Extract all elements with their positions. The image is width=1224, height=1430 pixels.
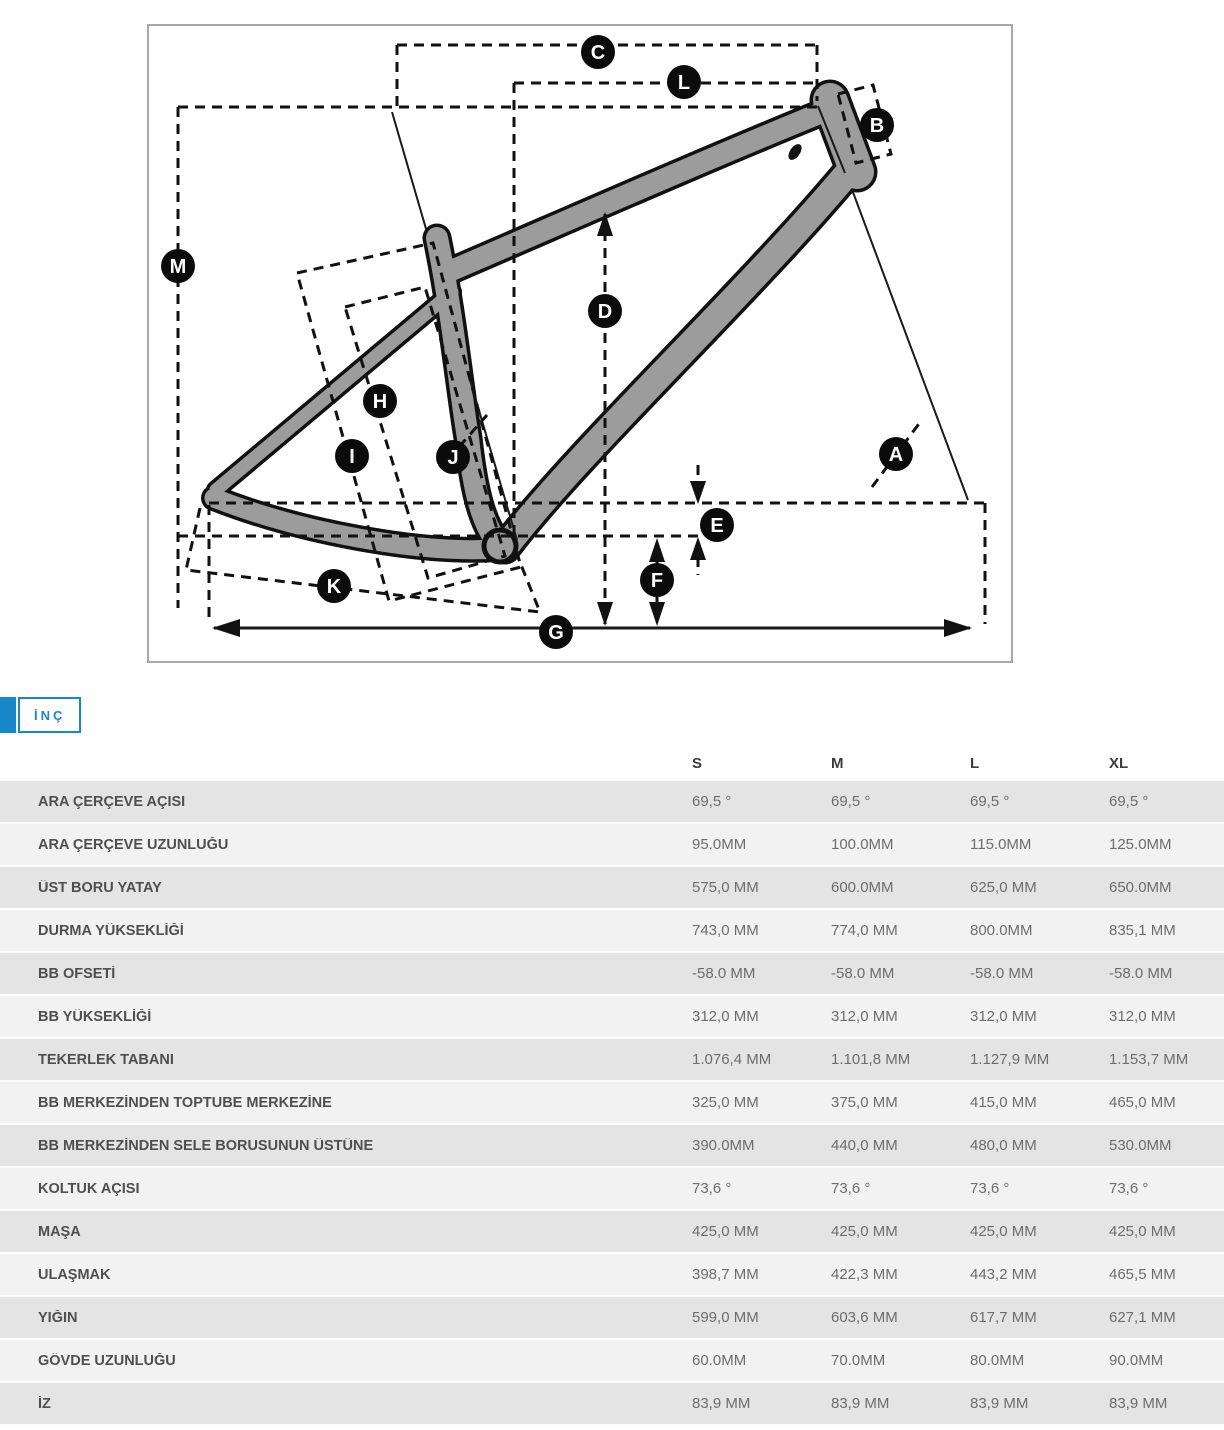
marker-letter-h: H — [372, 391, 388, 413]
cell-value: 70.0MM — [831, 1352, 886, 1369]
row-label: BB YÜKSEKLİĞİ — [38, 1008, 152, 1025]
unit-tabbar — [0, 697, 81, 733]
cell-value: 600.0MM — [831, 879, 894, 896]
cell-value: 743,0 MM — [692, 922, 759, 939]
cell-value: 312,0 MM — [970, 1008, 1037, 1025]
cell-value: 100.0MM — [831, 836, 894, 853]
marker-letter-j: J — [447, 447, 459, 469]
cell-value: 425,0 MM — [831, 1223, 898, 1240]
marker-letter-l: L — [677, 72, 691, 94]
cell-value: 312,0 MM — [692, 1008, 759, 1025]
cell-value: 599,0 MM — [692, 1309, 759, 1326]
cell-value: 603,6 MM — [831, 1309, 898, 1326]
marker-letter-e: E — [710, 515, 724, 537]
table-body — [0, 781, 1224, 1426]
cell-value: 73,6 ° — [970, 1180, 1010, 1197]
cell-value: 83,9 MM — [831, 1395, 890, 1412]
cell-value: -58.0 MM — [970, 965, 1034, 982]
table-row — [0, 781, 1224, 824]
row-label: KOLTUK AÇISI — [38, 1180, 140, 1197]
table-row — [0, 996, 1224, 1039]
cell-value: 69,5 ° — [692, 793, 732, 810]
cell-value: 1.101,8 MM — [831, 1051, 911, 1068]
marker-letter-c: C — [590, 42, 606, 64]
marker-letter-d: D — [597, 301, 613, 323]
cell-value: 83,9 MM — [692, 1395, 751, 1412]
row-label: ÜST BORU YATAY — [38, 879, 162, 896]
col-header-l: L — [970, 754, 980, 772]
table-row — [0, 1039, 1224, 1082]
cell-value: 530.0MM — [1109, 1137, 1172, 1154]
cell-value: 83,9 MM — [1109, 1395, 1168, 1412]
cell-value: 440,0 MM — [831, 1137, 898, 1154]
table-row — [0, 1125, 1224, 1168]
cell-value: 835,1 MM — [1109, 922, 1176, 939]
table-row — [0, 1082, 1224, 1125]
table-row — [0, 1297, 1224, 1340]
table-row — [0, 953, 1224, 996]
marker-letter-k: K — [326, 576, 342, 598]
cell-value: 480,0 MM — [970, 1137, 1037, 1154]
cell-value: 1.127,9 MM — [970, 1051, 1050, 1068]
cell-value: 69,5 ° — [970, 793, 1010, 810]
table-header-row — [0, 745, 1224, 781]
cell-value: 443,2 MM — [970, 1266, 1037, 1283]
geometry-table — [0, 745, 1224, 1426]
cell-value: 80.0MM — [970, 1352, 1025, 1369]
marker-letter-f: F — [650, 570, 664, 592]
tab-inch[interactable]: İNÇ — [18, 697, 81, 733]
row-label: ULAŞMAK — [38, 1266, 111, 1283]
row-label: GÖVDE UZUNLUĞU — [38, 1352, 176, 1369]
col-header-s: S — [692, 754, 703, 772]
cell-value: 69,5 ° — [1109, 793, 1149, 810]
row-label: BB OFSETİ — [38, 965, 116, 982]
cell-value: 422,3 MM — [831, 1266, 898, 1283]
bike-frame-diagram — [0, 0, 1224, 680]
table-row — [0, 910, 1224, 953]
cell-value: 73,6 ° — [1109, 1180, 1149, 1197]
cell-value: 73,6 ° — [692, 1180, 732, 1197]
marker-letter-b: B — [869, 115, 885, 137]
cell-value: 415,0 MM — [970, 1094, 1037, 1111]
row-label: ARA ÇERÇEVE UZUNLUĞU — [38, 836, 229, 853]
cell-value: 69,5 ° — [831, 793, 871, 810]
cell-value: 425,0 MM — [692, 1223, 759, 1240]
cell-value: 627,1 MM — [1109, 1309, 1176, 1326]
row-label: YIĞIN — [38, 1309, 78, 1326]
cell-value: -58.0 MM — [692, 965, 756, 982]
cell-value: 650.0MM — [1109, 879, 1172, 896]
row-label: BB MERKEZİNDEN SELE BORUSUNUN ÜSTÜNE — [38, 1137, 374, 1154]
cell-value: 375,0 MM — [831, 1094, 898, 1111]
marker-letter-m: M — [169, 256, 187, 278]
cell-value: -58.0 MM — [831, 965, 895, 982]
cell-value: 774,0 MM — [831, 922, 898, 939]
row-label: BB MERKEZİNDEN TOPTUBE MERKEZİNE — [38, 1094, 332, 1111]
table-row — [0, 1168, 1224, 1211]
table-row — [0, 1254, 1224, 1297]
row-label: ARA ÇERÇEVE AÇISI — [38, 793, 186, 810]
cell-value: 390.0MM — [692, 1137, 755, 1154]
table-row — [0, 1211, 1224, 1254]
cell-value: 398,7 MM — [692, 1266, 759, 1283]
cell-value: 575,0 MM — [692, 879, 759, 896]
row-label: İZ — [38, 1395, 51, 1412]
cell-value: 90.0MM — [1109, 1352, 1164, 1369]
cell-value: 617,7 MM — [970, 1309, 1037, 1326]
cell-value: 625,0 MM — [970, 879, 1037, 896]
marker-letter-i: I — [349, 446, 355, 468]
cell-value: 325,0 MM — [692, 1094, 759, 1111]
marker-letter-a: A — [888, 444, 904, 466]
cell-value: -58.0 MM — [1109, 965, 1173, 982]
cell-value: 425,0 MM — [1109, 1223, 1176, 1240]
geometry-diagram — [0, 0, 1224, 680]
cell-value: 312,0 MM — [831, 1008, 898, 1025]
row-label: MAŞA — [38, 1223, 81, 1240]
cell-value: 465,5 MM — [1109, 1266, 1176, 1283]
table-row — [0, 1383, 1224, 1426]
cell-value: 125.0MM — [1109, 836, 1172, 853]
cell-value: 95.0MM — [692, 836, 747, 853]
table-row — [0, 824, 1224, 867]
cell-value: 312,0 MM — [1109, 1008, 1176, 1025]
col-header-xl: XL — [1109, 754, 1129, 772]
table-row — [0, 867, 1224, 910]
cell-value: 800.0MM — [970, 922, 1033, 939]
cell-value: 73,6 ° — [831, 1180, 871, 1197]
row-label: TEKERLEK TABANI — [38, 1051, 174, 1068]
table-row — [0, 1340, 1224, 1383]
cell-value: 83,9 MM — [970, 1395, 1029, 1412]
tab-mm-cropped[interactable] — [0, 697, 16, 733]
marker-letter-g: G — [548, 622, 564, 644]
cell-value: 1.153,7 MM — [1109, 1051, 1189, 1068]
cell-value: 115.0MM — [970, 836, 1032, 853]
cell-value: 425,0 MM — [970, 1223, 1037, 1240]
cell-value: 60.0MM — [692, 1352, 747, 1369]
row-label: DURMA YÜKSEKLİĞİ — [38, 922, 184, 939]
col-header-m: M — [831, 754, 844, 772]
cell-value: 465,0 MM — [1109, 1094, 1176, 1111]
cell-value: 1.076,4 MM — [692, 1051, 772, 1068]
